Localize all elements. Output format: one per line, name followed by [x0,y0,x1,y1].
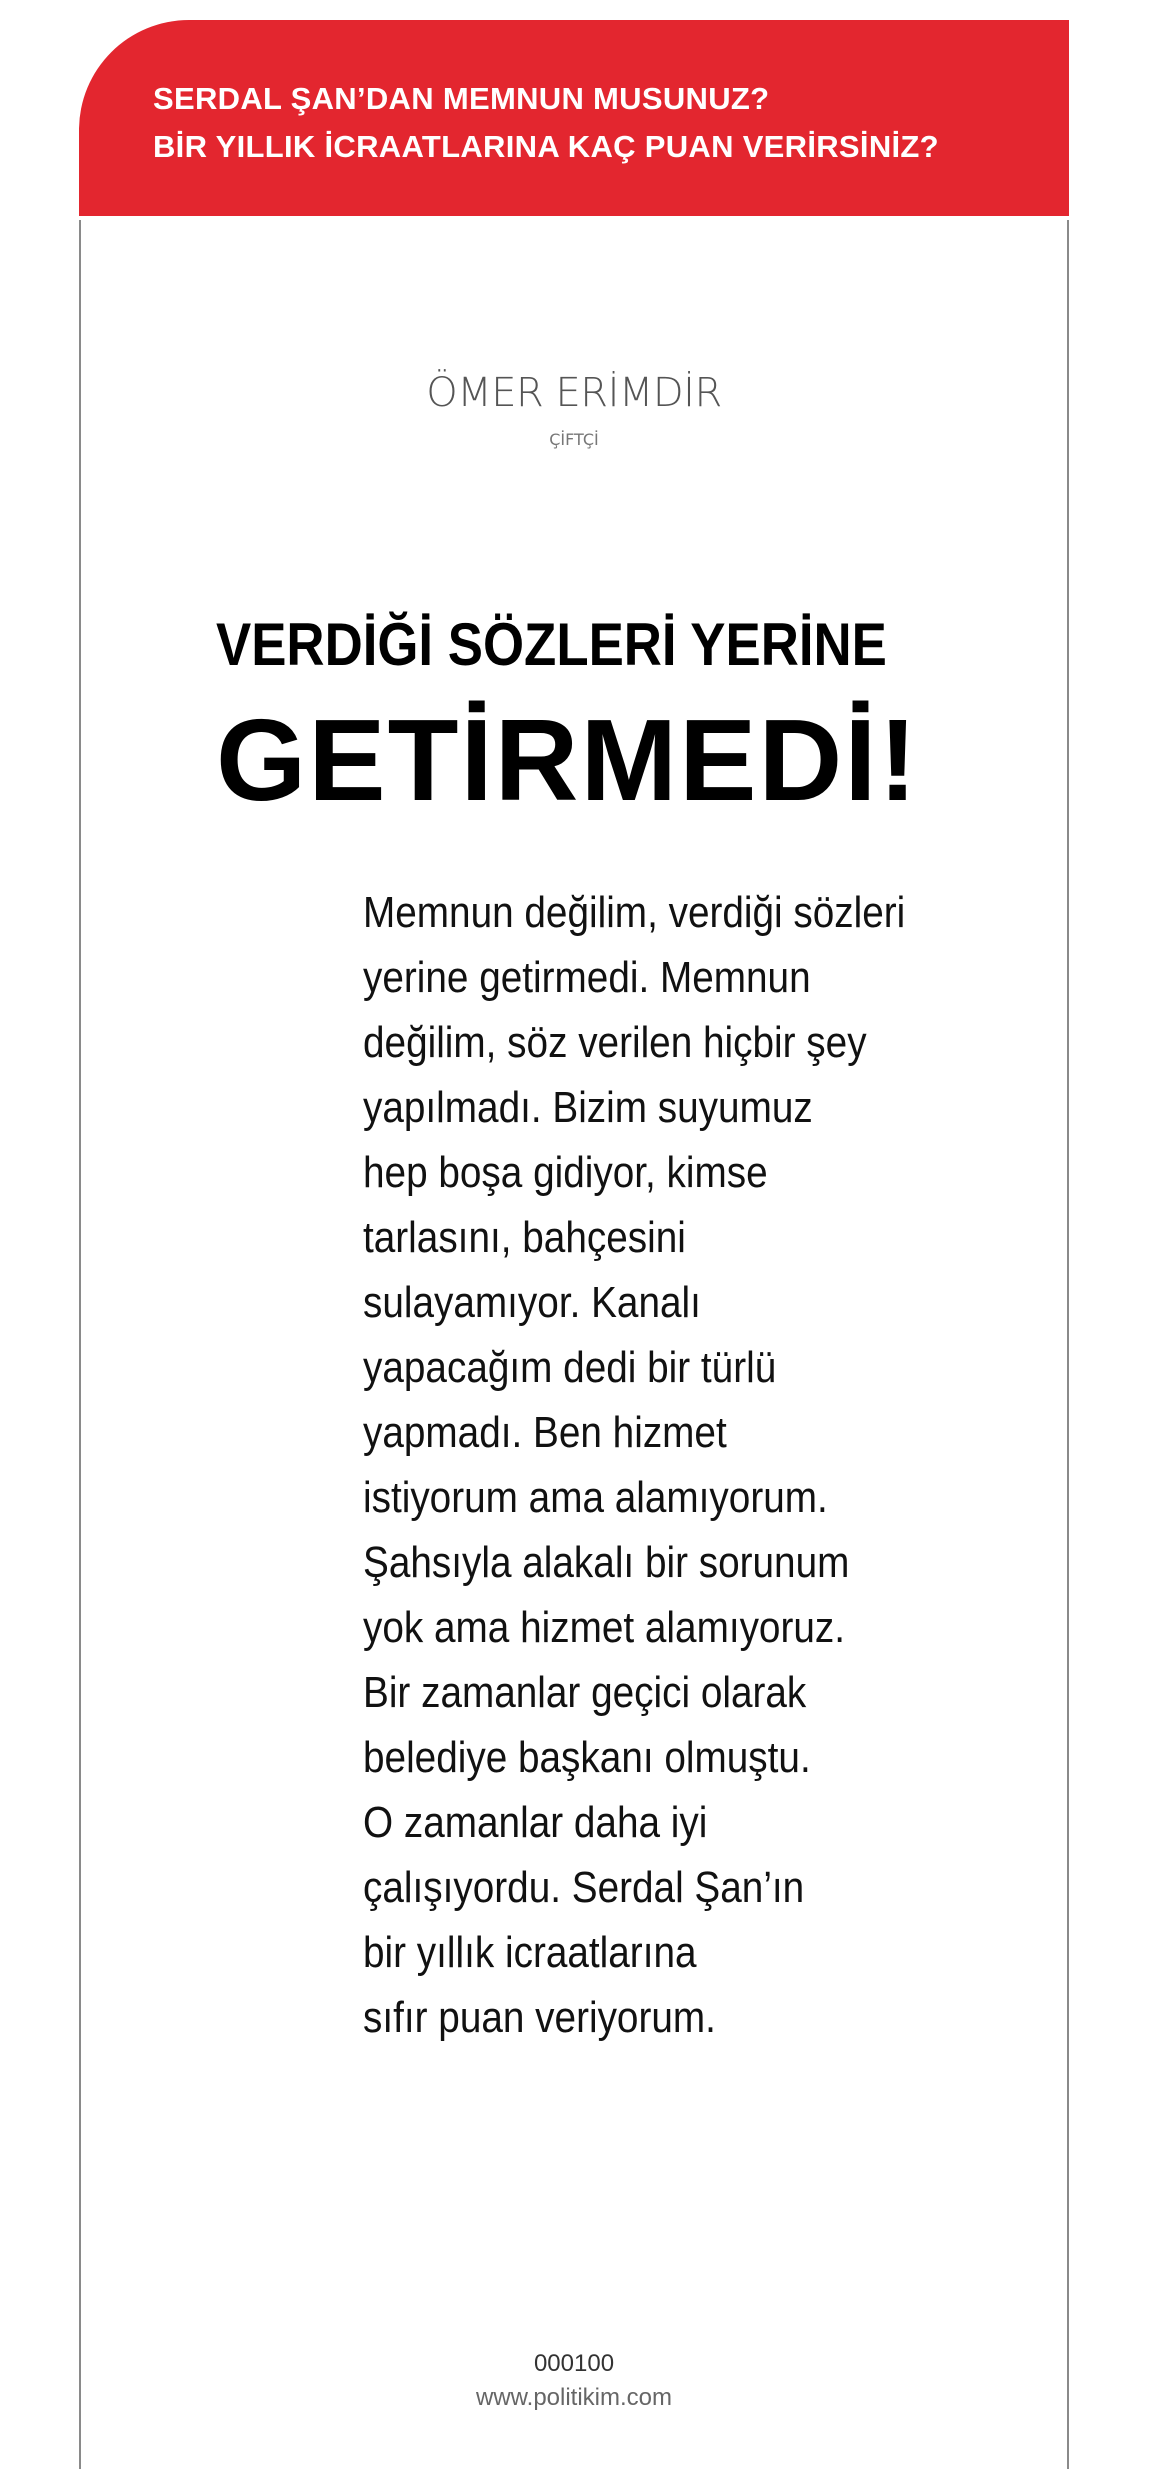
quote-line: yok ama hizmet alamıyoruz. [363,1603,846,1652]
quote-line: istiyorum ama alamıyorum. [363,1473,828,1522]
header-question-1: SERDAL ŞAN’DAN MEMNUN MUSUNUZ? [153,81,770,116]
footer-website-link[interactable]: www.politikim.com [475,2384,673,2411]
quote-line: O zamanlar daha iyi [363,1798,708,1847]
person-occupation: ÇİFTÇİ [549,430,599,449]
header-banner [79,20,1069,216]
quote-line: değilim, söz verilen hiçbir şey [363,1018,867,1067]
quote-line: sulayamıyor. Kanalı [363,1278,701,1327]
quote-line: yapacağım dedi bir türlü [363,1343,777,1392]
quote-line: sıfır puan veriyorum. [363,1993,716,2042]
quote-line: Memnun değilim, verdiği sözleri [363,888,906,937]
quote-line: Bir zamanlar geçici olarak [363,1668,807,1717]
quote-line: yapmadı. Ben hizmet [363,1408,727,1457]
quote-body [363,880,909,2050]
quote-line: Şahsıyla alakalı bir sorunum [363,1538,850,1587]
quote-line: bir yıllık icraatlarına [363,1928,697,1977]
card-right-border [1067,220,1069,2469]
quote-line: yapılmadı. Bizim suyumuz [363,1083,813,1132]
footer-code: 000100 [533,2350,615,2377]
article-card [79,20,1069,2469]
quote-line: hep boşa gidiyor, kimse [363,1148,768,1197]
header-question-2: BİR YILLIK İCRAATLARINA KAÇ PUAN VERİRSİNİZ? [153,129,939,164]
quote-line: belediye başkanı olmuştu. [363,1733,811,1782]
person-name: ÖMER ERİMDİR [426,370,722,416]
headline-line-1: VERDİĞİ SÖZLERİ YERİNE [216,611,887,678]
quote-line: tarlasını, bahçesini [363,1213,686,1262]
quote-line: çalışıyordu. Serdal Şan’ın [363,1863,805,1912]
headline-line-2: GETİRMEDİ! [216,695,920,825]
quote-line: yerine getirmedi. Memnun [363,953,811,1002]
card-left-border [79,220,81,2469]
